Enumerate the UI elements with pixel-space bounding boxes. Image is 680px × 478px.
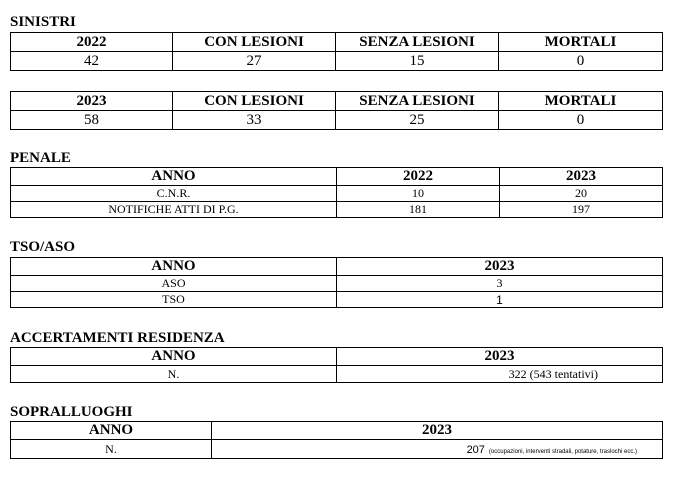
sinistri-2022-senza-lesioni-header: SENZA LESIONI xyxy=(336,33,499,52)
penale-row-2023-value: 197 xyxy=(500,202,663,218)
residenza-title: ACCERTAMENTI RESIDENZA xyxy=(10,330,225,346)
sinistri-title: SINISTRI xyxy=(10,14,76,30)
penale-row-2022-value: 181 xyxy=(337,202,500,218)
residenza-row-label: N. xyxy=(11,366,337,383)
sinistri-2023-table xyxy=(10,91,663,130)
tso-row-label: TSO xyxy=(11,292,337,308)
penale-row-2023-value: 20 xyxy=(500,186,663,202)
sopralluoghi-title: SOPRALLUOGHI xyxy=(10,404,133,420)
penale-row-label: NOTIFICHE ATTI DI P.G. xyxy=(11,202,337,218)
tso-row-value: 1 xyxy=(337,292,663,308)
sopralluoghi-table xyxy=(10,421,663,459)
tso-2023-header: 2023 xyxy=(337,258,663,276)
sinistri-2023-con-lesioni-header: CON LESIONI xyxy=(173,92,336,111)
sinistri-2023-year-header: 2023 xyxy=(11,92,173,111)
sinistri-2022-table xyxy=(10,32,663,71)
residenza-table xyxy=(10,347,663,383)
sinistri-2023-senza-lesioni-header: SENZA LESIONI xyxy=(336,92,499,111)
sinistri-2023-mortali: 0 xyxy=(499,111,663,130)
tso-title: TSO/ASO xyxy=(10,239,76,255)
tso-row-value: 3 xyxy=(337,276,663,292)
residenza-2023-header: 2023 xyxy=(337,348,663,366)
penale-row-label: C.N.R. xyxy=(11,186,337,202)
sinistri-2023-total: 58 xyxy=(11,111,173,130)
sinistri-2022-con-lesioni-header: CON LESIONI xyxy=(173,33,336,52)
sinistri-2022-mortali-header: MORTALI xyxy=(499,33,663,52)
penale-2022-header: 2022 xyxy=(337,168,500,186)
sinistri-2023-mortali-header: MORTALI xyxy=(499,92,663,111)
sopralluoghi-anno-header: ANNO xyxy=(11,422,212,440)
sinistri-2022-senza-lesioni: 15 xyxy=(336,52,499,71)
sopralluoghi-row-note: (occupazioni, interventi stradali, potature, traslochi ecc.) xyxy=(488,449,637,455)
penale-2023-header: 2023 xyxy=(500,168,663,186)
tso-row-label: ASO xyxy=(11,276,337,292)
sinistri-2022-mortali: 0 xyxy=(499,52,663,71)
sopralluoghi-2023-header: 2023 xyxy=(212,422,663,440)
sopralluoghi-row-value: 207 xyxy=(466,444,485,456)
tso-table xyxy=(10,257,663,308)
penale-row-2022-value: 10 xyxy=(337,186,500,202)
penale-title: PENALE xyxy=(10,150,71,166)
residenza-anno-header: ANNO xyxy=(11,348,337,366)
sinistri-2023-con-lesioni: 33 xyxy=(173,111,336,130)
residenza-row-value: 322 (543 tentativi) xyxy=(337,366,663,383)
sinistri-2023-senza-lesioni: 25 xyxy=(336,111,499,130)
sinistri-2022-con-lesioni: 27 xyxy=(173,52,336,71)
penale-anno-header: ANNO xyxy=(11,168,337,186)
tso-anno-header: ANNO xyxy=(11,258,337,276)
sopralluoghi-row-label: N. xyxy=(11,440,212,459)
penale-table xyxy=(10,167,663,218)
sinistri-2022-year-header: 2022 xyxy=(11,33,173,52)
sinistri-2022-total: 42 xyxy=(11,52,173,71)
sopralluoghi-row-value-cell xyxy=(212,440,663,459)
